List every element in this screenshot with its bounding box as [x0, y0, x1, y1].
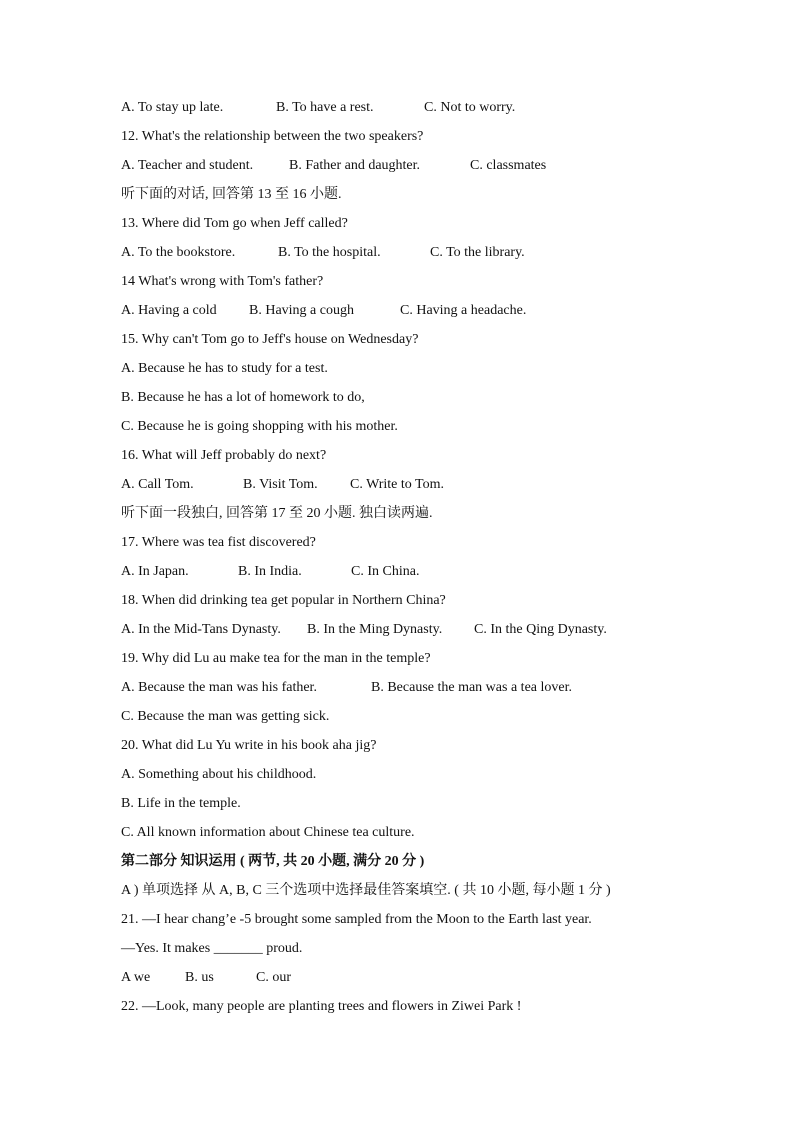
option-c: C. In the Qing Dynasty.: [474, 622, 607, 637]
option-a: A. To the bookstore.: [121, 245, 236, 260]
question-13: 13. Where did Tom go when Jeff called?: [121, 216, 348, 231]
option-c: C. Not to worry.: [424, 100, 516, 115]
section-instruction: 听下面的对话, 回答第 13 至 16 小题.: [121, 187, 342, 202]
option-c: C. Write to Tom.: [350, 477, 444, 492]
option-a: A. In the Mid-Tans Dynasty.: [121, 622, 281, 637]
question-19: 19. Why did Lu au make tea for the man in the temple?: [121, 651, 431, 666]
option-a: A. Teacher and student.: [121, 158, 254, 173]
question-12: 12. What's the relationship between the two speakers?: [121, 129, 424, 144]
option-a: A. Call Tom.: [121, 477, 194, 492]
option-a: A. Something about his childhood.: [121, 767, 317, 782]
question-17: 17. Where was tea fist discovered?: [121, 535, 316, 550]
question-21-reply: —Yes. It makes _______ proud.: [121, 941, 303, 956]
option-a: A. Because he has to study for a test.: [121, 361, 328, 376]
option-b: B. In India.: [238, 564, 302, 579]
option-b: B. Father and daughter.: [289, 158, 421, 173]
option-b: B. Life in the temple.: [121, 796, 241, 811]
option-a: A. In Japan.: [121, 564, 189, 579]
option-c: C. our: [256, 970, 291, 985]
option-b: B. To the hospital.: [278, 245, 381, 260]
question-16: 16. What will Jeff probably do next?: [121, 448, 327, 463]
option-b: B. To have a rest.: [276, 100, 374, 115]
option-c: C. In China.: [351, 564, 420, 579]
question-21: 21. —I hear chang’e -5 brought some sampled from the Moon to the Earth last year.: [121, 912, 592, 927]
section-instruction: A ) 单项选择 从 A, B, C 三个选项中选择最佳答案填空. ( 共 10 小题, 每小题 1 分 ): [121, 883, 611, 898]
question-22: 22. —Look, many people are planting trees and flowers in Ziwei Park !: [121, 999, 522, 1014]
option-b: B. Because the man was a tea lover.: [371, 680, 572, 695]
option-b: B. Visit Tom.: [243, 477, 318, 492]
option-b: B. Because he has a lot of homework to do,: [121, 390, 365, 405]
option-a: A we: [121, 970, 151, 985]
option-a: A. Having a cold: [121, 303, 217, 318]
question-15: 15. Why can't Tom go to Jeff's house on Wednesday?: [121, 332, 419, 347]
question-20: 20. What did Lu Yu write in his book aha jig?: [121, 738, 377, 753]
part-two-heading: 第二部分 知识运用 ( 两节, 共 20 小题, 满分 20 分 ): [121, 854, 425, 869]
option-c: C. Having a headache.: [400, 303, 527, 318]
option-c: C. All known information about Chinese tea culture.: [121, 825, 415, 840]
option-c: C. Because he is going shopping with his mother.: [121, 419, 398, 434]
question-14: 14 What's wrong with Tom's father?: [121, 274, 324, 289]
option-a: A. Because the man was his father.: [121, 680, 317, 695]
option-a: A. To stay up late.: [121, 100, 224, 115]
option-c: C. Because the man was getting sick.: [121, 709, 330, 724]
option-b: B. Having a cough: [249, 303, 354, 318]
option-c: C. To the library.: [430, 245, 525, 260]
option-b: B. us: [185, 970, 214, 985]
option-b: B. In the Ming Dynasty.: [307, 622, 443, 637]
question-18: 18. When did drinking tea get popular in Northern China?: [121, 593, 446, 608]
option-c: C. classmates: [470, 158, 547, 173]
section-instruction: 听下面一段独白, 回答第 17 至 20 小题. 独白读两遍.: [121, 506, 433, 521]
